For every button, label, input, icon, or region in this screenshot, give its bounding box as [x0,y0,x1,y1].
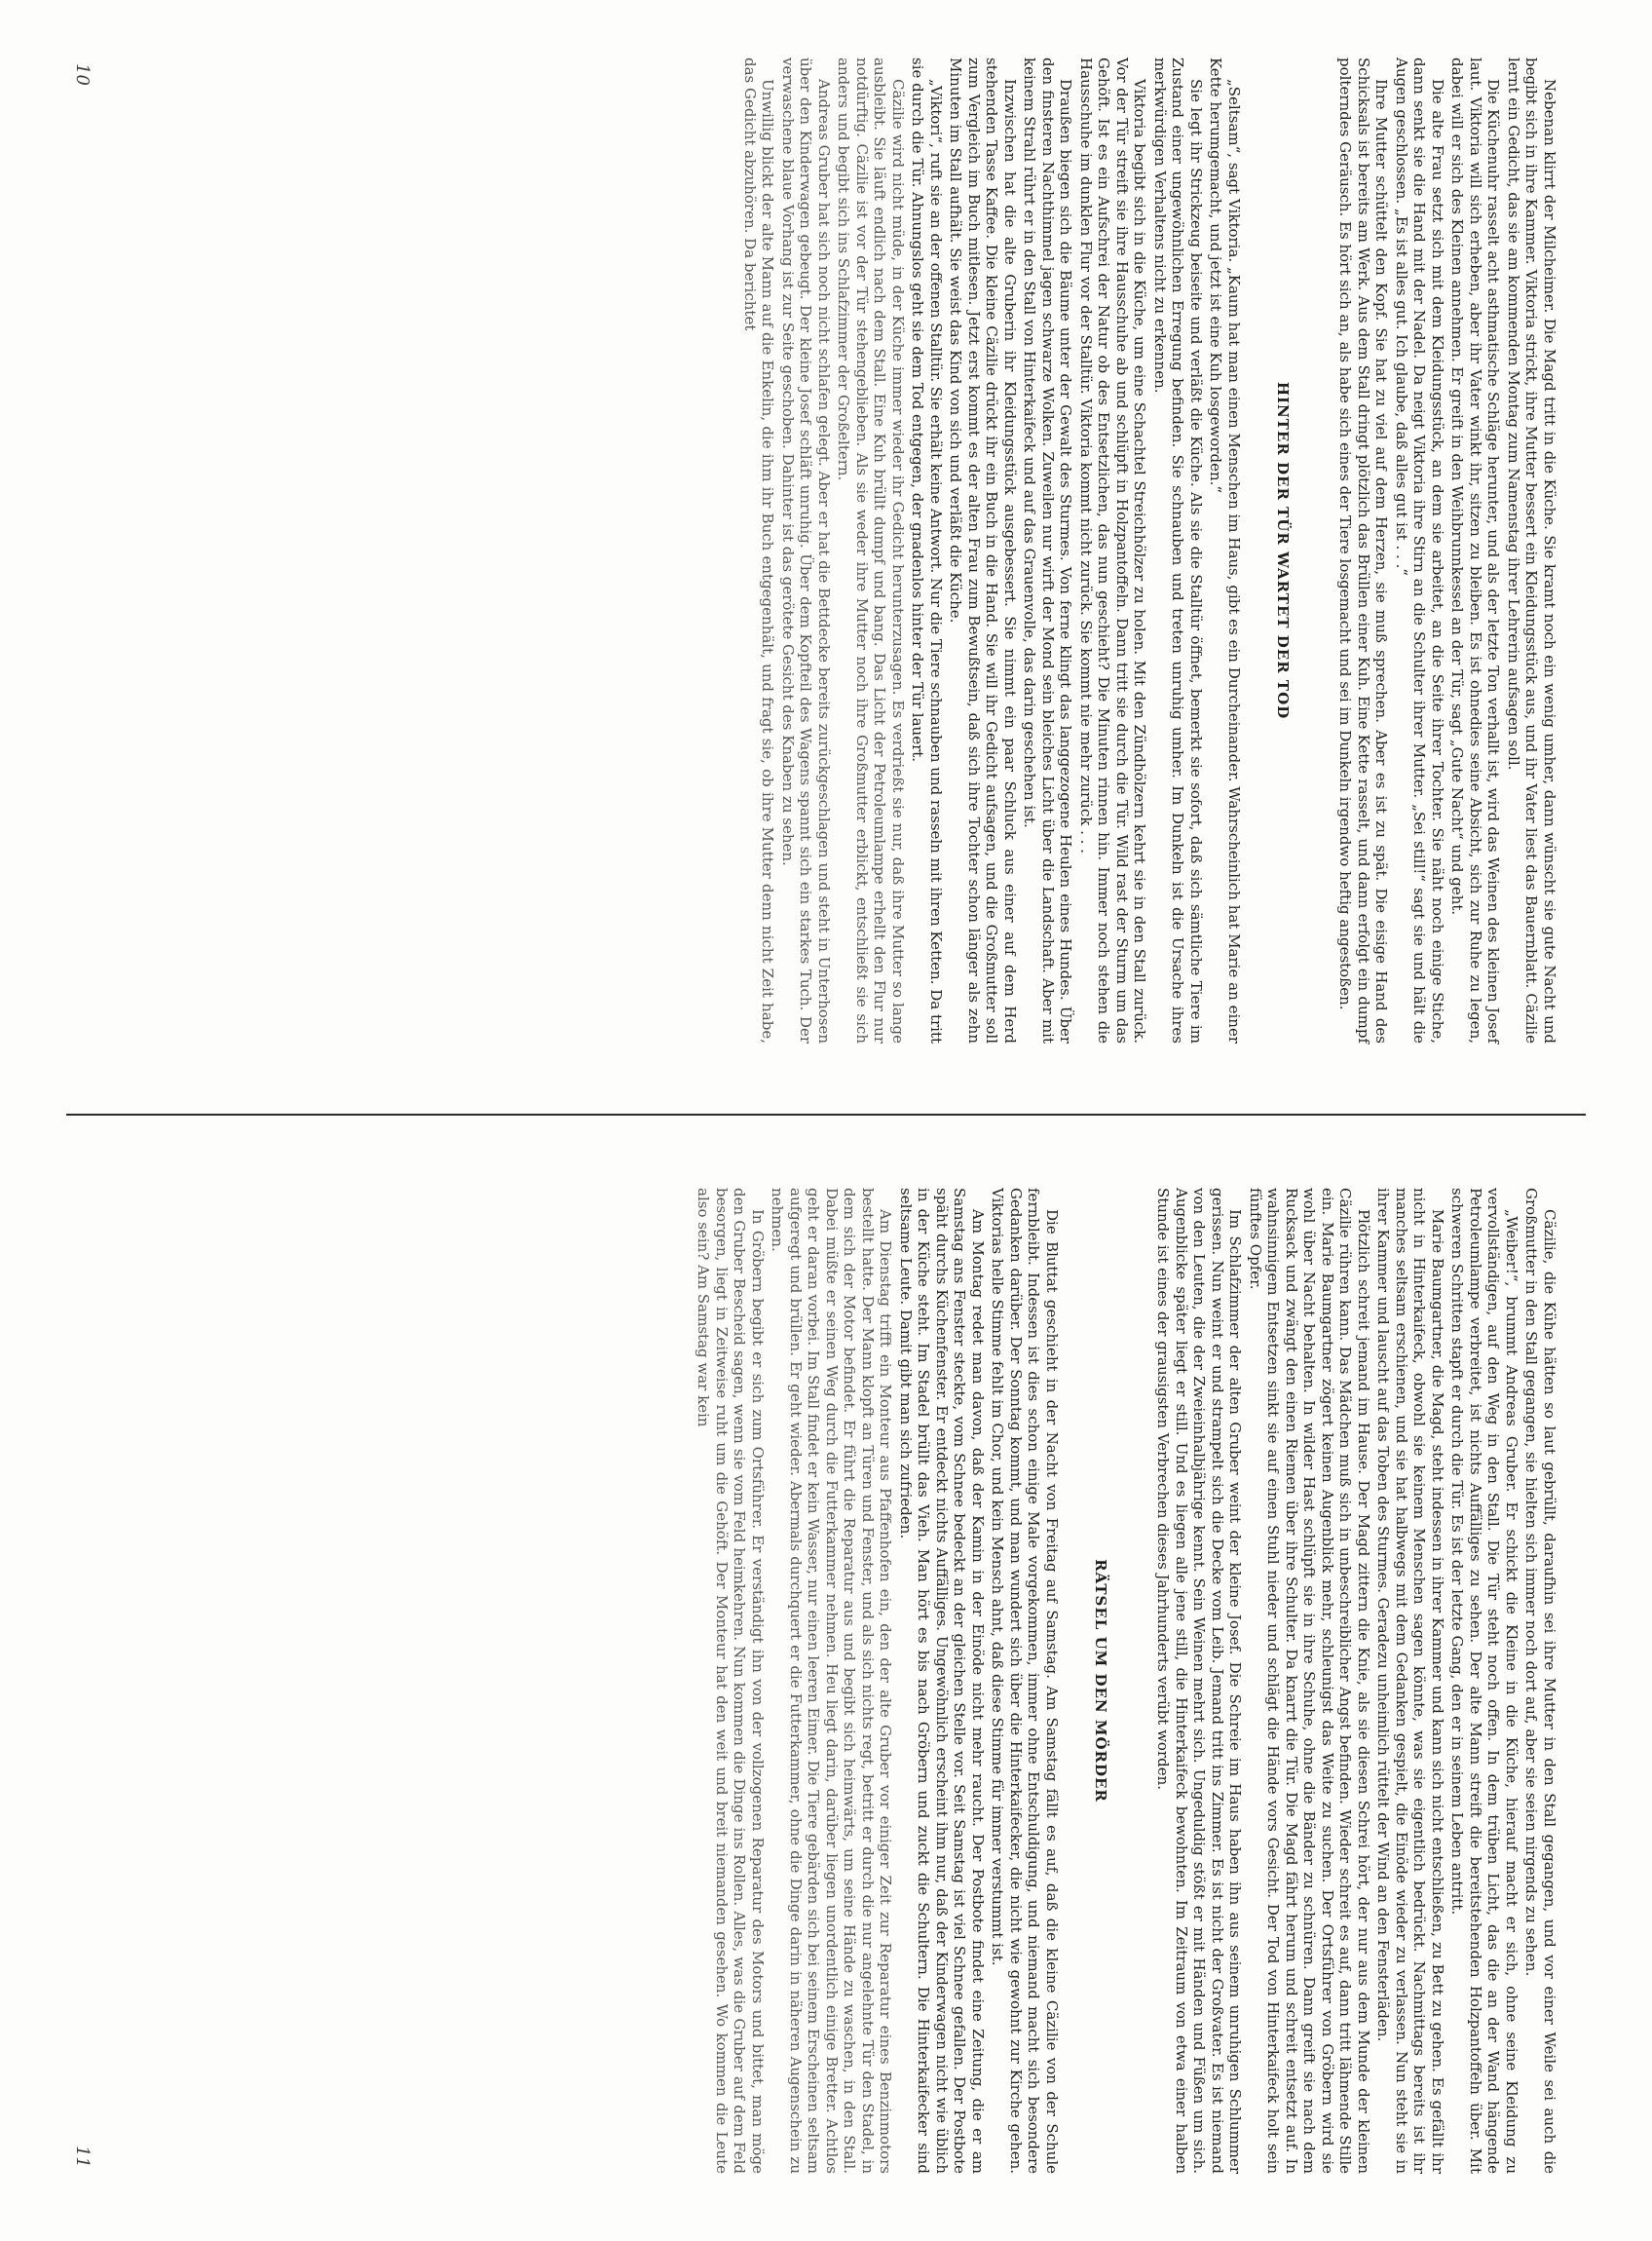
chapter-heading-left: HINTER DER TÜR WARTET DER TOD [1274,381,1292,720]
chapter-heading-right: RÄTSEL UM DEN MÖRDER [1092,1559,1109,1803]
paragraph: Die Bluttat geschieht in der Nacht von Freitag auf Samstag. Am Samstag fällt es auf, daß die kleine Cäzilie von der Schule fernbleibt. Indessen ist dies schon einige Male vorgekommen, immer ohne Entschuldigung, und niemand macht sich besondere Gedanken darüber. Der Sonntag kommt, und man wundert sich über die Hinterkaifecker, die nicht wie gewohnt zur Kirche gehen. Viktorias helle Stimme fehlt im Chor, und kein Mensch ahnt, daß diese Stimme für immer verstummt ist. [989,1188,1061,2174]
paragraph: Unwillig blickt der alte Mann auf die Enkelin, die ihm ihr Buch entgegenhält, und fragt sie, ob ihre Mutter denn nicht Zeit habe, das Gedicht abzuhören. Da berichtet [741,57,777,1044]
paragraph: Draußen biegen sich die Bäume unter der Gewalt des Sturmes. Von ferne klingt das langgezogene Heulen eines Hundes. Über den finsteren Nachthimmel jagen schwarze Wolken. Zuweilen nur wirft der Mond sein bleiches Licht über die Landschaft. Aber mit keinem Strahl rührt er in den Stall von Hinterkaifeck und auf das Grauenvolle, das darin geschehen ist. [1021,57,1075,1044]
paragraph: Am Dienstag trifft ein Monteur aus Pfaffenhofen ein, den der alte Gruber vor einiger Zeit zur Reparatur eines Benzinmotors bestellt hatte. Der Mann klopft an Türen und Fenster, und als sich nichts regt, betritt er durch die nur angelehnte Tür den Stadel, in dem sich der Motor befindet. Er führt die Reparatur aus und begibt sich heimwärts, um seine Hände zu waschen, in den Stall. Dabei müßte er seinen Weg durch die Futterkammer nehmen. Heu liegt darin, darüber liegen unordentlich einige Bretter. Achtlos geht er daran vorbei. Im Stall findet er kein Wasser, nur einen leeren Eimer. Die Tiere gebärden sich bei seinem Erscheinen seltsam aufgeregt und brüllen. Er geht wieder. Abermals durchquert er die Futterkammer, ohne die Dinge darin in näheren Augenschein zu nehmen. [769,1188,895,2174]
right-book-page [66,1164,1586,2197]
page-number-right: 11 [72,2146,93,2168]
left-text-after-heading [741,57,1244,1044]
paragraph: Marie Baumgartner, die Magd, steht indessen in ihrer Kammer und kann sich nicht entschließen, zu Bett zu gehen. Es gefällt ihr nicht in Hinterkaifeck, obwohl sie keinem Menschen sagen könnte, was sie eigentlich bedrückt. Nachmittags bereits ist ihr manches seltsam erschienen, und sie hat halbwegs mit dem Gedanken gespielt, die Einöde wieder zu verlassen. Nun steht sie in ihrer Kammer und lauscht auf das Toben des Sturmes. Geradezu unheimlich rüttelt der Wind an den Fensterläden. [1374,1188,1446,2174]
paragraph: Cäzilie, die Kühe hätten so laut gebrüllt, daraufhin sei ihre Mutter in den Stall gegangen, und vor einer Weile sei auch die Großmutter in den Stall gegangen, sie hielten sich immer noch dort auf, aber sie seien nirgends zu sehen. [1522,1188,1558,2174]
left-text-before-heading [1336,57,1558,1044]
paragraph: „Weiber!“, brummt Andreas Gruber. Er schickt die Kleine in die Küche, hierauf macht er sich, ohne seine Kleidung zu vervollständigen, auf den Weg in den Stall. Die Tür steht noch offen. In dem trüben Licht, das die an der Wand hängende Petroleumlampe verbreitet, ist nichts Auffälliges zu sehen. Der alte Mann streift die bereitstehenden Holzpantoffeln über. Mit schweren Schritten stapft er durch die Tür. Es ist der letzte Gang, den er in seinem Leben antritt. [1448,1188,1521,2174]
paragraph: Viktoria begibt sich in die Küche, um eine Schachtel Streichhölzer zu holen. Mit den Zündhölzern kehrt sie in den Stall zurück. Vor der Tür streift sie ihre Hausschuhe ab und schlüpft in Holzpantoffeln. Dann tritt sie durch die Tür. Wild rast der Sturm um das Gehöft. Ist es ein Aufschrei der Natur ob des Entsetzlichen, das nun geschieht? Die Minuten rinnen hin. Immer noch stehen die Hausschuhe im dunklen Flur vor der Stalltür. Viktoria kommt nicht zurück. Sie kommt nie mehr zurück . . . [1077,57,1149,1044]
right-text-after-heading [695,1188,1061,2174]
paragraph: Sie legt ihr Strickzeug beiseite und verläßt die Küche. Als sie die Stalltür öffnet, bemerkt sie sofort, daß sich sämtliche Tiere im Zustand einer ungewöhnlichen Erregung befinden. Sie schnauben und treten unruhig umher. Im Dunkeln ist die Ursache ihres merkwürdigen Verhaltens nicht zu erkennen. [1151,57,1205,1044]
paragraph: Cäzilie wird nicht müde, in der Küche immer wieder ihr Gedicht herunterzusagen. Es verdrießt sie nur, daß ihre Mutter so lange ausbleibt. Sie läuft endlich nach dem Stall. Eine Kuh brüllt dumpf und bang. Das Licht der Petroleumlampe erhellt den Flur nur notdürftig. Cäzilie ist vor der Tür stehengeblieben. Als sie weder ihre Mutter noch ihre Großmutter erblickt, entschließt sie sich anders und begibt sich ins Schlafzimmer der Großeltern. [835,57,907,1044]
paragraph: Am Montag redet man davon, daß der Kamin in der Einöde nicht mehr raucht. Der Postbote findet eine Zeitung, die er am Samstag ans Fenster steckte, vom Schnee bedeckt an der gleichen Stelle vor. Seit Samstag ist viel Schnee gefallen. Der Postbote späht durchs Küchenfenster. Er entdeckt nichts Auffälliges. Ungewöhnlich erscheint ihm nur, daß der Kinderwagen nicht wie üblich in der Küche steht. Im Stadel brüllt das Vieh. Man hört es bis nach Gröbern und zuckt die Schultern. Die Hinterkaifecker sind seltsame Leute. Damit gibt man sich zufrieden. [897,1188,987,2174]
page-number-left: 10 [72,63,93,86]
paragraph: Plötzlich schreit jemand im Hause. Der Magd zittern die Knie, als sie diesen Schrei hört, der nur aus dem Munde der kleinen Cäzilie rühren kann. Das Mädchen muß sich in unbeschreiblicher Angst befinden. Wieder schreit es auf, dann tritt lähmende Stille ein. Marie Baumgartner zögert keinen Augenblick mehr, schleunigst das Weite zu suchen. Der Ortsführer von Gröbern wird sie wohl über Nacht behalten. In wilder Hast schlüpft sie in ihre Schuhe, ohne die Bänder zu schnüren. Dann greift sie nach dem Rucksack und zwängt den einen Riemen über ihre Schulter. Da knarrt die Tür. Die Magd fährt herum und schreit entsetzt auf. In wahnsinnigem Entsetzen sinkt sie auf einen Stuhl nieder und schlägt die Hände vors Gesicht. Der Tod von Hinterkaifeck holt sein fünftes Opfer. [1247,1188,1372,2174]
right-text-before-heading [1154,1188,1558,2174]
rotated-book-spread [66,34,1586,2207]
paragraph: Ihre Mutter schüttelt den Kopf. Sie hat zu viel auf dem Herzen, sie muß sprechen. Aber es ist zu spät. Die eisige Hand des Schicksals ist bereits am Werk. Aus dem Stall dringt plötzlich das Brüllen einer Kuh. Eine Kette rasselt, und dann erfolgt ein dumpf polterndes Geräusch. Es hört sich an, als habe sich eines der Tiere losgemacht und sei im Dunkeln irgendwo heftig angestoßen. [1336,57,1391,1044]
paragraph: „Seltsam“, sagt Viktoria. „Kaum hat man einen Menschen im Haus, gibt es ein Durcheinander. Wahrscheinlich hat Marie an einer Kette herumgemacht, und jetzt ist eine Kuh losgeworden.“ [1207,57,1243,1044]
paragraph: Andreas Gruber hat sich noch nicht schlafen gelegt. Aber er hat die Bettdecke bereits zurückgeschlagen und steht in Unterhosen über den Kinderwagen gebeugt. Der kleine Josef schläft unruhig. Über dem Kopfteil des Wagens spannt sich ein starkes Tuch. Der verwaschene blaue Vorhang ist zur Seite geschoben. Dahinter ist das gerötete Gesicht des Knaben zu sehen. [779,57,833,1044]
paragraph: Nebenan klirrt der Milcheimer. Die Magd tritt in die Küche. Sie kramt noch ein wenig umher, dann wünscht sie gute Nacht und begibt sich in ihre Kammer. Viktoria strickt, ihre Mutter bessert ein Kleidungsstück aus, und ihr Vater liest das Bauernblatt. Cäzilie lernt ein Gedicht, das sie am kommenden Montag zum Namenstag ihrer Lehrerin aufsagen soll. [1505,57,1558,1044]
left-book-page [66,34,1586,1067]
paragraph: Inzwischen hat die alte Gruberin ihr Kleidungsstück ausgebessert. Sie nimmt ein paar Schluck aus einer auf dem Herd stehenden Tasse Kaffee. Die kleine Cäzilie drückt ihr ein Buch in die Hand. Sie will ihr Gedicht aufsagen, und die Großmutter soll zum Vergleich im Buch mitlesen. Jetzt erst kommt es der alten Frau zum Bewußtsein, daß sich ihre Tochter schon länger als zehn Minuten im Stall aufhält. Sie weist das Kind von sich und verläßt die Küche. [947,57,1019,1044]
paragraph: „Viktori“, ruft sie an der offenen Stalltür. Sie erhält keine Antwort. Nur die Tiere schnauben und rasseln mit ihren Ketten. Da tritt sie durch die Tür. Ahnungslos geht sie dem Tod entgegen, der gnadenlos hinter der Tür lauert. [909,57,945,1044]
paragraph: Die alte Frau setzt sich mit dem Kleidungsstück, an dem sie arbeitet, an die Seite ihrer Tochter. Sie näht noch einige Stiche, dann senkt sie die Hand mit der Nadel. Da neigt Viktoria ihre Stirn an die Schulter ihrer Mutter. „Sei still!“ sagt sie und hält die Augen geschlossen. „Es ist alles gut. Ich glaube, daß alles gut ist . . .“ [1393,57,1446,1044]
paragraph: Die Küchenuhr rasselt acht asthmatische Schläge herunter, und als der letzte Ton verhallt ist, wird das Weinen des kleinen Josef laut. Viktoria will sich erheben, aber ihr Vater winkt ihr, sitzen zu bleiben. Es ist ohnedies seine Absicht, sich zur Ruhe zu legen, dabei will er sich des Kleinen annehmen. Er greift in den Weihbrunnkessel an der Tür, sagt „Gute Nacht“ und geht. [1448,57,1503,1044]
paragraph: Im Schlafzimmer der alten Gruber weint der kleine Josef. Die Schreie im Haus haben ihn aus seinem unruhigen Schlummer gerissen. Nun weint er und strampelt sich die Decke vom Leib. Jemand tritt ins Zimmer. Es ist nicht der Großvater. Es ist niemand von den Leuten, die der Zweieinhalbjährige kennt. Sein Weinen mehrt sich. Ungeduldig stößt er mit Händen und Füßen um sich. Augenblicke später liegt er still. Und es liegen alle jene still, die Hinterkaifeck bewohnten. Im Zeitraum von etwa einer halben Stunde ist eines der grausigsten Verbrechen dieses Jahrhunderts verübt worden. [1154,1188,1245,2174]
book-fold-line [66,1114,1586,1116]
paragraph: In Gröbern begibt er sich zum Ortsführer. Er verständigt ihn von der vollzogenen Reparatur des Motors und bittet, man möge den Gruber Bescheid sagen, wenn sie vom Feld heimkehren. Nun kommen die Dinge ins Rollen. Alles, was die Gruber auf dem Feld besorgen, liegt in Zeitweise ruht um die Gehöft. Der Monteur hat den weit und breit niemanden gesehen. Wo kommen die Leute also sein? Am Samstag war kein [695,1188,767,2174]
